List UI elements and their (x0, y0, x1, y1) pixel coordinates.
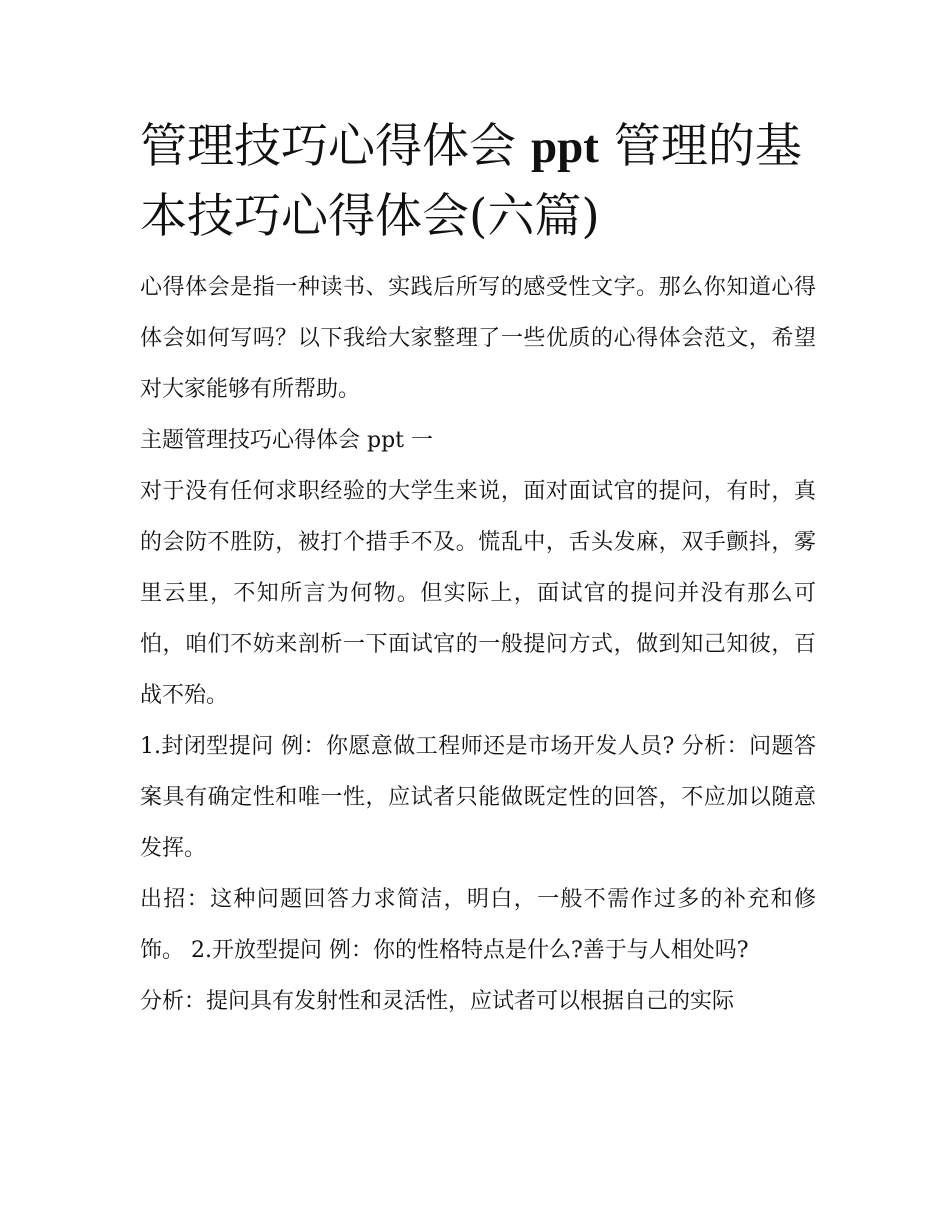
title-part-1: 管理技巧心得体会 (140, 119, 516, 174)
title-part-3: 管理的基本技巧心得体会(六篇) (140, 119, 802, 244)
paragraph-closed-answer-open-question: 出招：这种问题回答力求简洁，明白，一般不需作过多的补充和修饰。 2.开放型提问 例：你的性格特点是什么?善于与人相处吗? (140, 887, 816, 963)
paragraph-section-heading: 主题管理技巧心得体会 ppt 一 (140, 428, 433, 453)
paragraph-intro: 心得体会是指一种读书、实践后所写的感受性文字。那么你知道心得体会如何写吗？以下我给大家整理了一些优质的心得体会范文，希望对大家能够有所帮助。 (140, 275, 816, 402)
paragraph-closed-question: 1.封闭型提问 例：你愿意做工程师还是市场开发人员? 分析：问题答案具有确定性和唯一性，应试者只能做既定性的回答，不应加以随意发挥。 (140, 734, 816, 861)
title-part-2: ppt (530, 121, 599, 173)
document-body (140, 112, 816, 1027)
paragraph-open-analysis: 分析：提问具有发射性和灵活性，应试者可以根据自己的实际 (140, 989, 735, 1014)
document-title (140, 112, 816, 252)
paragraph-interview-context: 对于没有任何求职经验的大学生来说，面对面试官的提问，有时，真的会防不胜防，被打个措手不及。慌乱中，舌头发麻，双手颤抖，雾里云里，不知所言为何物。但实际上，面试官的提问并没有那么可怕，咱们不妨来剖析一下面试官的一般提问方式，做到知己知彼，百战不殆。 (140, 479, 816, 708)
